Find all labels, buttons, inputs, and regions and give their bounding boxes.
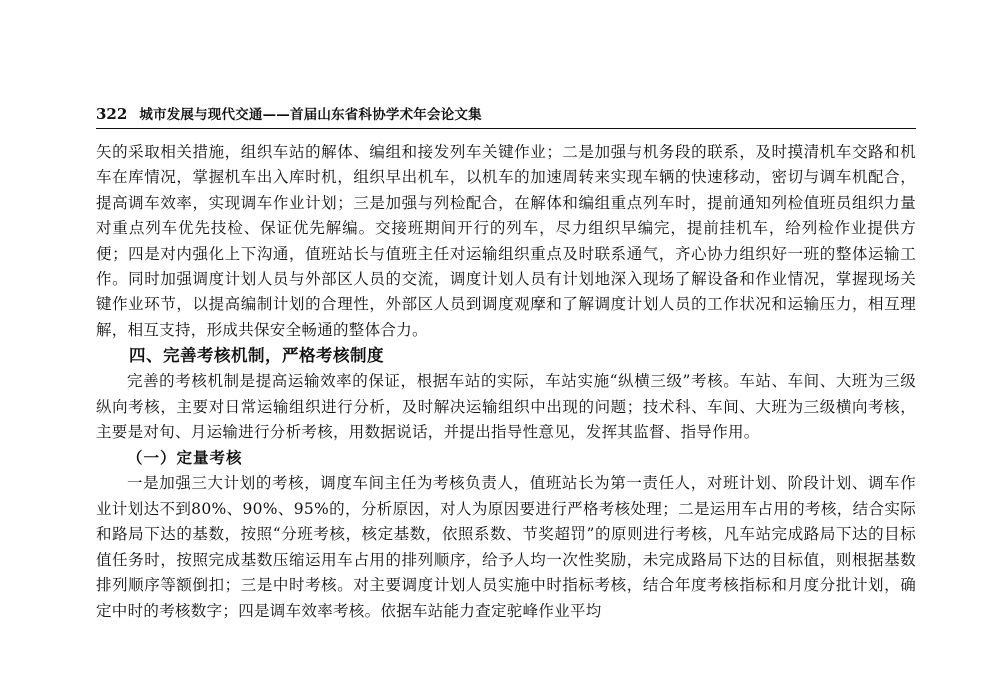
subsection-heading: （一）定量考核 (127, 449, 243, 468)
paragraph-quantitative-assessment: 一是加强三大计划的考核，调度车间主任为考核负责人，值班站长为第一责任人，对班计划、阶段计划、调车作业计划达不到80%、90%、95%的，分析原因，对人为原因要进行严格考核处理；二是运用车占用的考核，结合实际和路局下达的基数，按照“分班考核，核定基数，依照系数、节奖超罚”的原则进行考核，凡车站完成路局下达的目标值任务时，按照完成基数压缩运用车占用的排列顺序，给予人均一次性奖励，未完成路局下达的目标值，则根据基数排列顺序等额倒扣；三是中时考核。对主要调度计划人员实施中时指标考核，结合年度考核指标和月度分批计划，确定中时的考核数字；四是调车效率考核。依据车站能力查定驼峰作业平均 (96, 474, 916, 620)
section-heading: 四、完善考核机制，严格考核制度 (129, 346, 384, 366)
paragraph-continuation: 矢的采取相关措施，组织车站的解体、编组和接发列车关键作业；二是加强与机务段的联系，及时摸清机车交路和机车在库情况，掌握机车出入库时机，组织早出机车，以机车的加速周转来实现车辆的快速移动，密切与调车机配合，提高调车效率，实现调车作业计划；三是加强与列检配合，在解体和编组重点列车时，提前通知列检值班员组织力量对重点列车优先技检、保证优先解编。交接班期间开行的列车，尽力组织早编完，提前挂机车，给列检作业提供方便；四是对内强化上下沟通，值班站长与值班主任对运输组织重点及时联系通气，齐心协力组织好一班的整体运输工作。同时加强调度计划人员与外部区人员的交流，调度计划人员有计划地深入现场了解设备和作业情况，掌握现场关键作业环节，以提高编制计划的合理性，外部区人员到调度观摩和了解调度计划人员的工作状况和运输压力，相互理解，相互支持，形成共保安全畅通的整体合力。 (96, 143, 916, 339)
paragraph-assessment-mechanism: 完善的考核机制是提高运输效率的保证，根据车站的实际，车站实施“纵横三级”考核。车站、车间、大班为三级纵向考核，主要对日常运输组织进行分析，及时解决运输组织中出现的问题；技术科、车间、大班为三级横向考核，主要是对旬、月运输进行分析考核，用数据说话，并提出指导性意见，发挥其监督、指导作用。 (96, 372, 916, 442)
page-number: 322 (96, 105, 128, 123)
header-rule (96, 128, 916, 129)
body-text (96, 140, 916, 624)
running-title: 城市发展与现代交通——首届山东省科协学术年会论文集 (139, 107, 482, 123)
running-header (96, 103, 482, 125)
